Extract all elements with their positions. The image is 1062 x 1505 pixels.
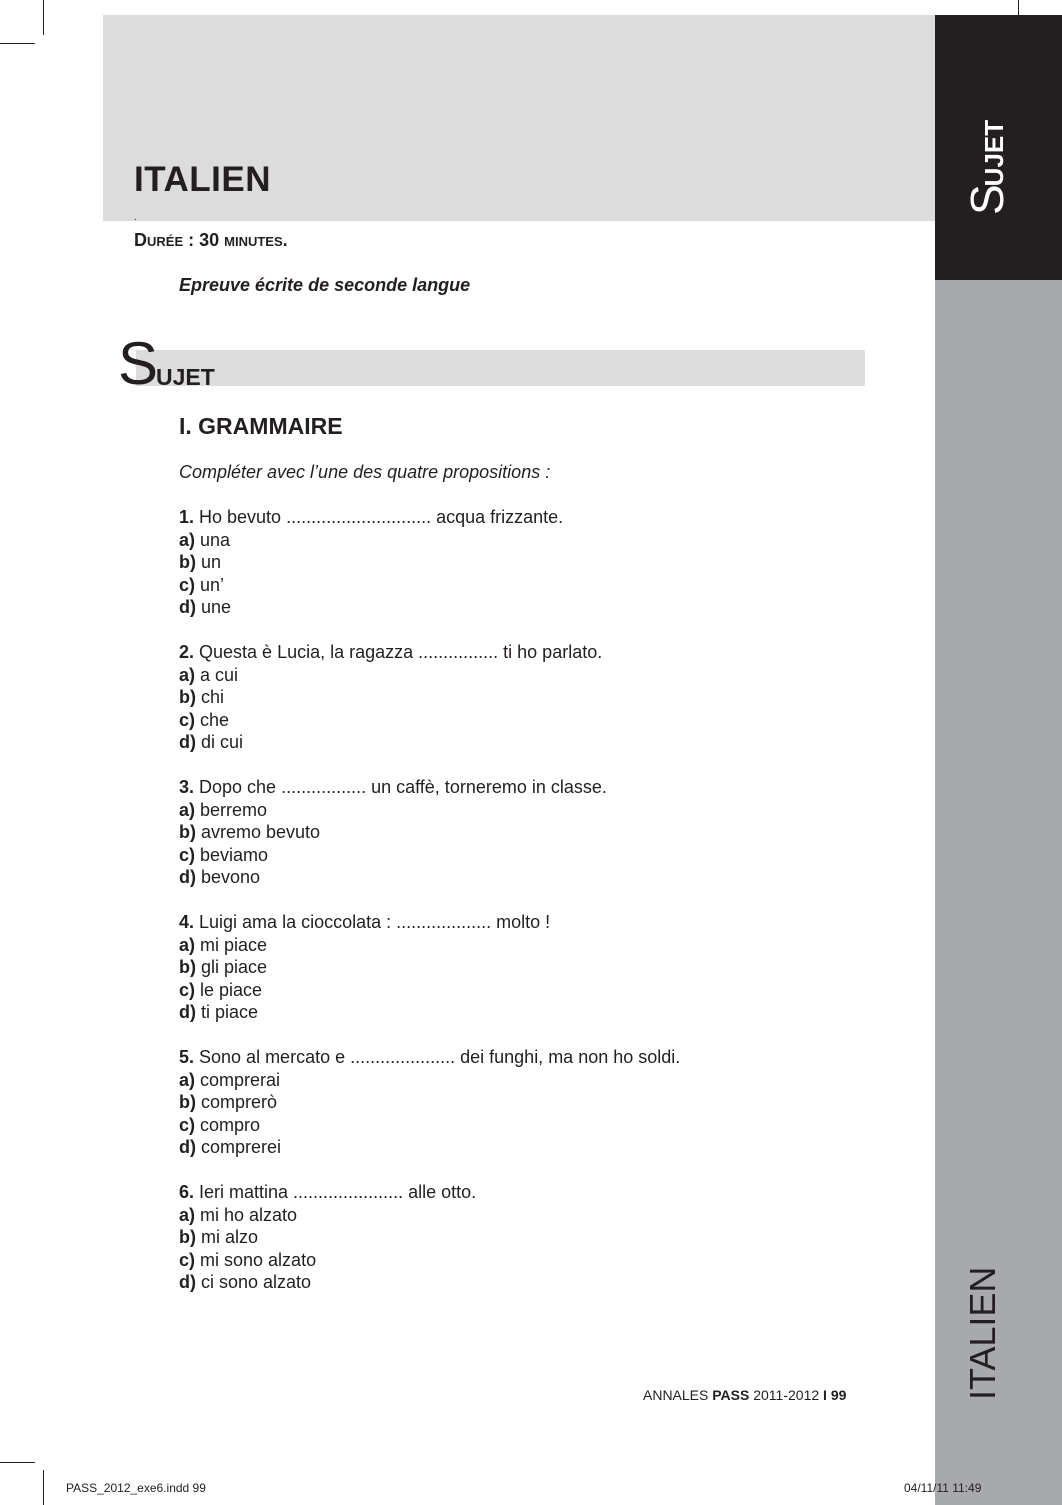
question bbox=[179, 1046, 879, 1159]
option bbox=[179, 529, 879, 552]
question-text: Ho bevuto ............................. acqua frizzante. bbox=[194, 507, 564, 527]
question-line bbox=[179, 1046, 879, 1069]
option-text: compro bbox=[195, 1114, 261, 1135]
option-letter: a) bbox=[179, 1069, 196, 1090]
option-text: comprerei bbox=[196, 1137, 282, 1157]
option-letter: a) bbox=[179, 529, 196, 550]
option-text: a cui bbox=[195, 664, 239, 685]
option-text: comprerai bbox=[195, 1069, 281, 1090]
slug-datetime: 04/11/11 11:49 bbox=[904, 1481, 982, 1495]
question bbox=[179, 641, 879, 754]
option bbox=[179, 574, 879, 597]
option-text: gli piace bbox=[196, 957, 268, 977]
option bbox=[179, 731, 879, 754]
option-letter: d) bbox=[179, 867, 196, 887]
option bbox=[179, 551, 879, 574]
option bbox=[179, 821, 879, 844]
option-text: bevono bbox=[196, 867, 261, 887]
side-tab-sujet bbox=[960, 120, 1014, 215]
question-line bbox=[179, 641, 879, 664]
option bbox=[179, 1204, 879, 1227]
option-text: ci sono alzato bbox=[196, 1272, 312, 1292]
question-number: 4. bbox=[179, 912, 195, 932]
option-letter: b) bbox=[179, 957, 196, 977]
option-text: chi bbox=[196, 687, 225, 707]
crop-mark bbox=[43, 0, 44, 35]
side-tab-sujet-initial: S bbox=[961, 186, 1013, 215]
question-line bbox=[179, 506, 879, 529]
question-line bbox=[179, 911, 879, 934]
option bbox=[179, 709, 879, 732]
question-text: Dopo che ................. un caffè, torneremo in classe. bbox=[194, 777, 607, 797]
side-tab-sujet-rest: UJET bbox=[979, 119, 1009, 187]
question-list bbox=[179, 506, 879, 1316]
question-number: 2. bbox=[179, 642, 195, 662]
option-text: le piace bbox=[195, 979, 263, 1000]
option bbox=[179, 1069, 879, 1092]
option bbox=[179, 979, 879, 1002]
option-letter: b) bbox=[179, 687, 196, 707]
question bbox=[179, 1181, 879, 1294]
option-text: una bbox=[195, 529, 231, 550]
page-footer bbox=[643, 1387, 846, 1403]
option-letter: d) bbox=[179, 1002, 196, 1022]
question bbox=[179, 776, 879, 889]
question-number: 1. bbox=[179, 507, 195, 527]
option-text: mi sono alzato bbox=[195, 1249, 317, 1270]
footer-prefix: ANNALES bbox=[643, 1387, 713, 1403]
option bbox=[179, 686, 879, 709]
option bbox=[179, 1249, 879, 1272]
section-title-rest: UJET bbox=[156, 364, 215, 390]
option-letter: c) bbox=[179, 1249, 196, 1270]
option-letter: a) bbox=[179, 934, 196, 955]
question bbox=[179, 506, 879, 619]
option-letter: b) bbox=[179, 1227, 196, 1247]
part-title: I. GRAMMAIRE bbox=[179, 413, 343, 439]
option-text: un’ bbox=[195, 574, 225, 595]
question-number: 3. bbox=[179, 777, 195, 797]
option bbox=[179, 1226, 879, 1249]
option-letter: c) bbox=[179, 1114, 196, 1135]
slug-filename: PASS_2012_exe6.indd 99 bbox=[66, 1481, 206, 1495]
duration: Durée : 30 minutes. bbox=[134, 230, 288, 250]
option-letter: a) bbox=[179, 1204, 196, 1225]
option bbox=[179, 1271, 879, 1294]
subtitle: Epreuve écrite de seconde langue bbox=[179, 275, 471, 295]
footer-brand: PASS bbox=[712, 1387, 750, 1403]
section-band bbox=[136, 350, 865, 386]
option-letter: d) bbox=[179, 1272, 196, 1292]
option-text: ti piace bbox=[196, 1002, 259, 1022]
option-text: une bbox=[196, 597, 232, 617]
option bbox=[179, 596, 879, 619]
option bbox=[179, 844, 879, 867]
question-text: Questa è Lucia, la ragazza ................ ti ho parlato. bbox=[194, 642, 603, 662]
option-text: mi alzo bbox=[196, 1227, 259, 1247]
option-letter: d) bbox=[179, 597, 196, 617]
option-letter: b) bbox=[179, 1092, 196, 1112]
option bbox=[179, 1001, 879, 1024]
option bbox=[179, 934, 879, 957]
option-letter: c) bbox=[179, 574, 196, 595]
option-letter: d) bbox=[179, 732, 196, 752]
option-text: beviamo bbox=[195, 844, 269, 865]
option-text: berremo bbox=[195, 799, 268, 820]
option-letter: d) bbox=[179, 1137, 196, 1157]
option-letter: a) bbox=[179, 799, 196, 820]
option-letter: a) bbox=[179, 664, 196, 685]
option-text: mi piace bbox=[195, 934, 268, 955]
option-letter: c) bbox=[179, 844, 196, 865]
crop-mark bbox=[0, 1462, 35, 1463]
header-dot: . bbox=[134, 212, 137, 223]
page-title: ITALIEN bbox=[134, 160, 272, 199]
question-text: Luigi ama la cioccolata : ................... molto ! bbox=[194, 912, 551, 932]
section-title-initial: S bbox=[118, 330, 155, 397]
option-letter: b) bbox=[179, 552, 196, 572]
option-letter: c) bbox=[179, 709, 196, 730]
footer-years: 2011-2012 bbox=[749, 1387, 824, 1403]
option bbox=[179, 799, 879, 822]
option-text: comprerò bbox=[196, 1092, 278, 1112]
option-letter: b) bbox=[179, 822, 196, 842]
question-text: Ieri mattina ...................... alle otto. bbox=[194, 1182, 477, 1202]
page-number: I 99 bbox=[823, 1387, 847, 1403]
option-text: avremo bevuto bbox=[196, 822, 321, 842]
option-letter: c) bbox=[179, 979, 196, 1000]
question-line bbox=[179, 1181, 879, 1204]
option-text: mi ho alzato bbox=[195, 1204, 298, 1225]
crop-mark bbox=[0, 43, 35, 44]
question-text: Sono al mercato e ..................... dei funghi, ma non ho soldi. bbox=[194, 1047, 681, 1067]
question-number: 6. bbox=[179, 1182, 195, 1202]
question-number: 5. bbox=[179, 1047, 195, 1067]
option bbox=[179, 956, 879, 979]
option bbox=[179, 664, 879, 687]
question bbox=[179, 911, 879, 1024]
option-text: un bbox=[196, 552, 222, 572]
section-title bbox=[118, 330, 215, 397]
option bbox=[179, 1136, 879, 1159]
question-line bbox=[179, 776, 879, 799]
option bbox=[179, 1114, 879, 1137]
side-tab-italien: ITALIEN bbox=[962, 1266, 1003, 1400]
option bbox=[179, 866, 879, 889]
option bbox=[179, 1091, 879, 1114]
option-text: che bbox=[195, 709, 230, 730]
instruction: Compléter avec l’une des quatre propositions : bbox=[179, 462, 551, 482]
crop-mark bbox=[43, 1470, 44, 1505]
option-text: di cui bbox=[196, 732, 244, 752]
